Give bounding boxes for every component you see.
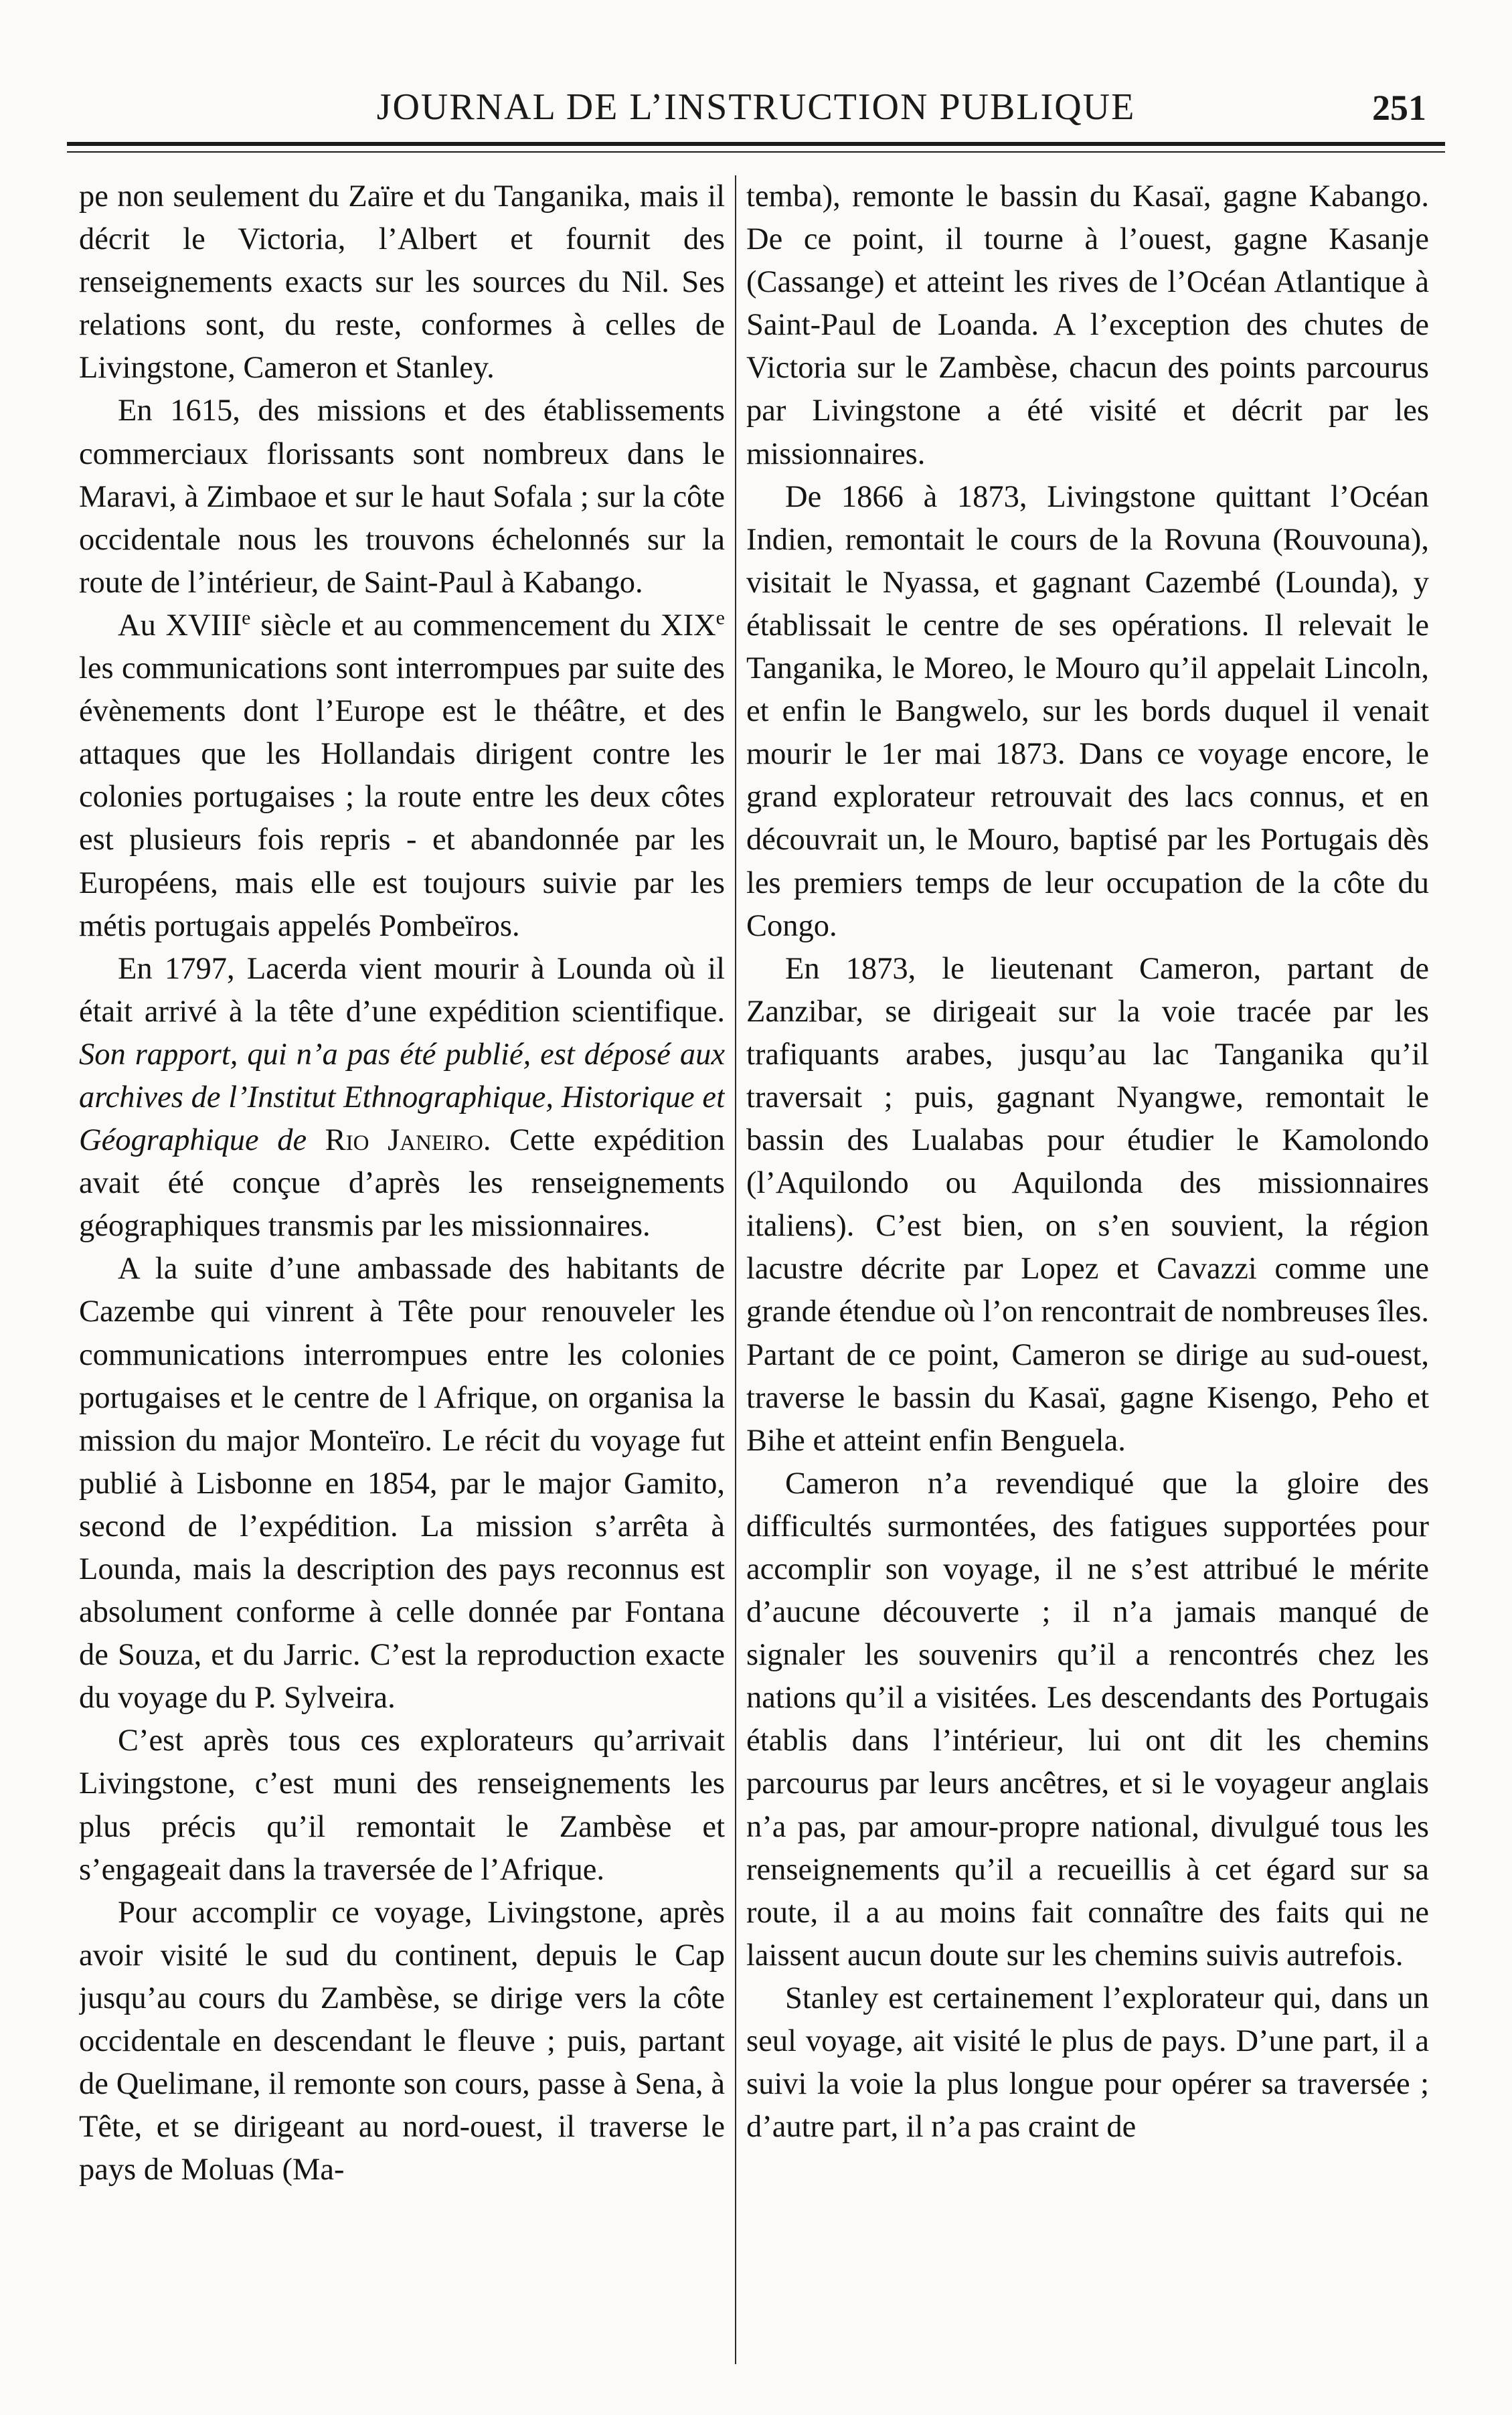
right-column — [746, 175, 1429, 2364]
paragraph — [79, 948, 725, 1248]
header-rule-thin — [67, 151, 1445, 153]
italic-span: Son rapport, qui n’a pas été publié, est déposé aux archives de l’Institut Ethnographique, Historique et Géographique de — [79, 1037, 725, 1158]
paragraph: En 1615, des missions et des établissements commerciaux florissants sont nombreux dans le Maravi, à Zimbaoe et sur le haut Sofala ; sur la côte occidentale nous les trouvons échelonnés sur la route de l’intérieur, de Saint-Paul à Kabango. — [79, 394, 725, 600]
small-caps-span: Rio Janeiro — [307, 1123, 483, 1158]
text-span: Au XVIII — [118, 608, 242, 643]
page-header — [0, 80, 1512, 134]
paragraph: A la suite d’une ambassade des habitants de Cazembe qui vinrent à Tête pour renouveler les communications interrompues entre les colonies portugaises et le centre de l Afrique, on organisa la mission du major Monteïro. Le récit du voyage fut publié à Lisbonne en 1854, par le major Gamito, second de l’expédition. La mission s’arrêta à Lounda, mais la description des pays reconnus est absolument conforme à celle donnée par Fontana de Souza, et du Jarric. C’est la reproduction exacte du voyage du P. Sylveira. — [79, 1252, 725, 1716]
paragraph: Stanley est certainement l’explorateur qui, dans un seul voyage, ait visité le plus de pays. D’une part, il a suivi la voie la plus longue pour opérer sa traversée ; d’autre part, il n’a pas craint de — [746, 1981, 1429, 2145]
paragraph: pe non seulement du Zaïre et du Tanganika, mais il décrit le Victoria, l’Albert et fournit des renseignements exacts sur les sources du Nil. Ses relations sont, du reste, conformes à celles de Livingstone, Cameron et Stanley. — [79, 179, 725, 386]
paragraph — [79, 604, 725, 948]
paragraph: En 1873, le lieutenant Cameron, partant de Zanzibar, se dirigeait sur la voie tracée par les trafiquants arabes, jusqu’au lac Tanganika qu’il traversait ; puis, gagnant Nyangwe, remontait le bassin des Lualabas pour étudier le Kamolondo (l’Aquilondo ou Aquilonda des missionnaires italiens). C’est bien, on s’en souvient, la région lacustre décrite par Lopez et Cavazzi comme une grande étendue où l’on rencontrait de nombreuses îles. Partant de ce point, Cameron se dirige au sud-ouest, traverse le bassin du Kasaï, gagne Kisengo, Peho et Bihe et atteint enfin Benguela. — [746, 951, 1429, 1458]
text-span: les communications sont interrompues par suite des évènements dont l’Europe est le théâtre, et des attaques que les Hollandais dirigent contre les colonies portugaises ; la route entre les deux côtes est plusieurs fois repris - et abandonnée par les Européens, mais elle est toujours suivie par les métis portugais appelés Pombeïros. — [79, 651, 725, 943]
header-rule — [67, 142, 1445, 146]
page-number: 251 — [1372, 88, 1426, 128]
text-span: . Cette expédition avait été conçue d’après les renseignements géographiques transmis par les missionnaires. — [79, 1123, 725, 1244]
left-column — [79, 175, 725, 2364]
text-span: siècle et au commencement du XIX — [250, 608, 716, 643]
superscript: e — [242, 606, 251, 629]
column-divider — [735, 175, 736, 2364]
superscript: e — [716, 606, 725, 629]
paragraph: temba), remonte le bassin du Kasaï, gagne Kabango. De ce point, il tourne à l’ouest, gagne Kasanje (Cassange) et atteint les rives de l’Océan Atlantique à Saint-Paul de Loanda. A l’exception des chutes de Victoria sur le Zambèse, chacun des points parcourus par Livingstone a été visité et décrit par les missionnaires. — [746, 179, 1429, 471]
paragraph: De 1866 à 1873, Livingstone quittant l’Océan Indien, remontait le cours de la Rovuna (Rouvouna), visitait le Nyassa, et gagnant Cazembé (Lounda), y établissait le centre de ses opérations. Il relevait le Tanganika, le Moreo, le Mouro qu’il appelait Lincoln, et enfin le Bangwelo, sur les bords duquel il venait mourir le 1er mai 1873. Dans ce voyage encore, le grand explorateur retrouvait des lacs connus, et en découvrait un, le Mouro, baptisé par les Portugais dès les premiers temps de leur occupation de la côte du Congo. — [746, 479, 1429, 943]
paragraph: Cameron n’a revendiqué que la gloire des difficultés surmontées, des fatigues supportées pour accomplir son voyage, il ne s’est attribué le mérite d’aucune découverte ; il n’a jamais manqué de signaler les souvenirs qu’il a rencontrés chez les nations qu’il a visitées. Les descendants des Portugais établis dans l’intérieur, lui ont dit les chemins parcourus par leurs ancêtres, et si le voyageur anglais n’a pas, par amour-propre national, divulgué tous les renseignements qu’il a recueillis à cet égard sur sa route, il a au moins fait connaître des faits qui ne laissent aucun doute sur les chemins suivis autrefois. — [746, 1466, 1429, 1973]
paragraph: C’est après tous ces explorateurs qu’arrivait Livingstone, c’est muni des renseignements les plus précis qu’il remontait le Zambèse et s’engageait dans la traversée de l’Afrique. — [79, 1724, 725, 1887]
running-title: JOURNAL DE L’INSTRUCTION PUBLIQUE — [376, 86, 1136, 128]
text-span: En 1797, Lacerda vient mourir à Lounda où il était arrivé à la tête d’une expédition scientifique. — [79, 951, 725, 1029]
paragraph: Pour accomplir ce voyage, Livingstone, après avoir visité le sud du continent, depuis le Cap jusqu’au cours du Zambèse, se dirige vers la côte occidentale en descendant le fleuve ; puis, partant de Quelimane, il remonte son cours, passe à Sena, à Tête, et se dirigeant au nord-ouest, il traverse le pays de Moluas (Ma- — [79, 1895, 725, 2187]
